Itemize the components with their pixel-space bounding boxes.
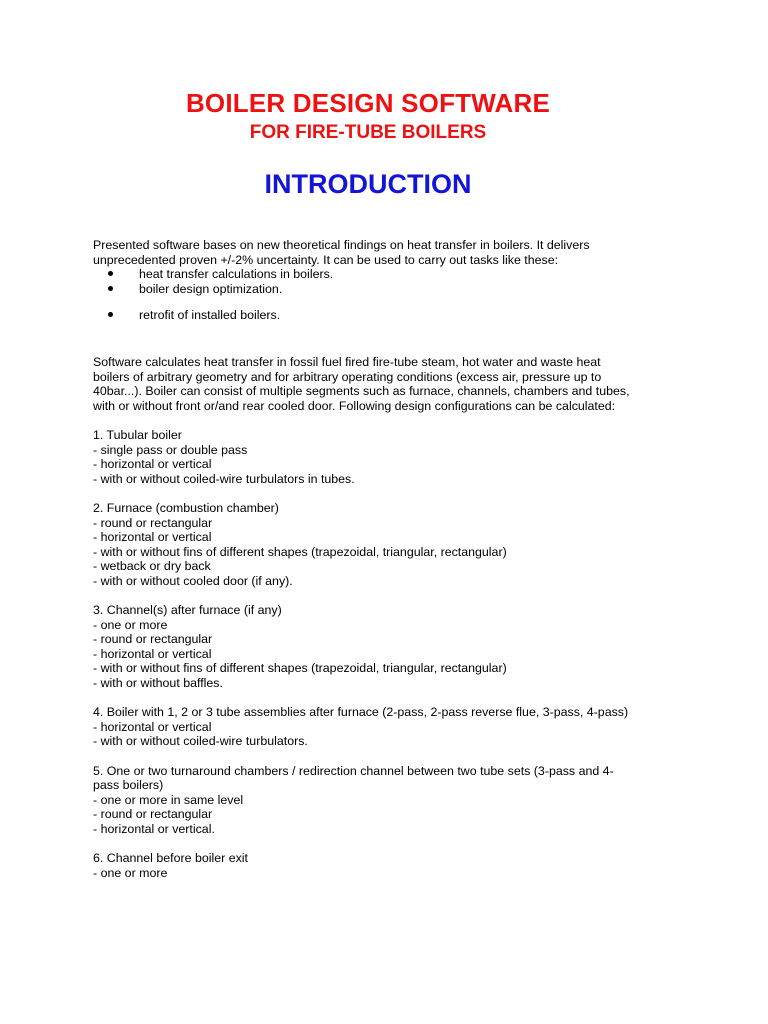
configuration-item: - with or without fins of different shapes (trapezoidal, triangular, rectangular) — [93, 661, 507, 676]
section-heading: INTRODUCTION — [264, 169, 472, 199]
configuration-item: - round or rectangular — [93, 807, 213, 822]
list-item-text: retrofit of installed boilers. — [139, 308, 281, 323]
bullet-icon — [108, 286, 113, 291]
configuration-item: - with or without coiled-wire turbulators in tubes. — [93, 471, 355, 486]
intro-paragraph: Presented software bases on new theoretical findings on heat transfer in boilers. It delivers unprecedented proven +/-2% uncertainty. It can be used to carry out tasks like these: — [93, 238, 590, 267]
list-item-text: boiler design optimization. — [139, 281, 283, 296]
configuration-item: - horizontal or vertical. — [93, 821, 215, 836]
task-list — [93, 267, 633, 323]
configuration-item: - one or more — [93, 865, 168, 880]
bullet-icon — [108, 271, 113, 276]
list-item — [93, 282, 633, 297]
configuration-item: - horizontal or vertical — [93, 719, 212, 734]
configuration-heading: 4. Boiler with 1, 2 or 3 tube assemblies after furnace (2-pass, 2-pass reverse flue, 3-pass, 4-pass) — [93, 705, 629, 720]
configuration-item: - one or more — [93, 617, 168, 632]
configuration-item: - single pass or double pass — [93, 442, 248, 457]
list-item — [93, 267, 633, 282]
document-subtitle: FOR FIRE-TUBE BOILERS — [249, 122, 487, 143]
configuration-item: - one or more in same level — [93, 792, 244, 807]
list-item-text: heat transfer calculations in boilers. — [139, 267, 334, 282]
configuration-heading: 5. One or two turnaround chambers / redirection channel between two tube sets (3-pass and 4-pass boilers) — [93, 763, 614, 793]
configuration-item: - round or rectangular — [93, 632, 213, 647]
configuration-item: - with or without cooled door (if any). — [93, 573, 293, 588]
bullet-icon — [108, 312, 113, 317]
configuration-item: - round or rectangular — [93, 515, 213, 530]
configuration-heading: 1. Tubular boiler — [93, 427, 182, 442]
configuration-6 — [93, 851, 633, 880]
configuration-5 — [93, 764, 633, 837]
configuration-heading: 6. Channel before boiler exit — [93, 851, 248, 866]
list-item — [93, 308, 633, 323]
configuration-item: - horizontal or vertical — [93, 530, 212, 545]
configuration-item: - horizontal or vertical — [93, 457, 212, 472]
configuration-heading: 3. Channel(s) after furnace (if any) — [93, 603, 282, 618]
configuration-1 — [93, 428, 633, 486]
description-paragraph: Software calculates heat transfer in fossil fuel fired fire-tube steam, hot water and waste heat boilers of arbitrary geometry and for arbitrary operating conditions (excess air, pressure up to 40bar...). Boiler can consist of multiple segments such as furnace, channels, chambers and tubes, with or without front or/and rear cooled door. Following design configurations can be calculated: — [93, 354, 630, 413]
configuration-2 — [93, 501, 633, 589]
configuration-heading: 2. Furnace (combustion chamber) — [93, 500, 279, 515]
configuration-4 — [93, 705, 633, 749]
configuration-item: - with or without baffles. — [93, 676, 223, 691]
configuration-item: - horizontal or vertical — [93, 646, 212, 661]
configuration-item: - with or without fins of different shapes (trapezoidal, triangular, rectangular) — [93, 544, 507, 559]
configuration-3 — [93, 603, 633, 691]
document-body — [93, 238, 633, 880]
document-title: BOILER DESIGN SOFTWARE — [185, 88, 551, 118]
configuration-item: - with or without coiled-wire turbulators. — [93, 734, 308, 749]
configuration-item: - wetback or dry back — [93, 559, 211, 574]
